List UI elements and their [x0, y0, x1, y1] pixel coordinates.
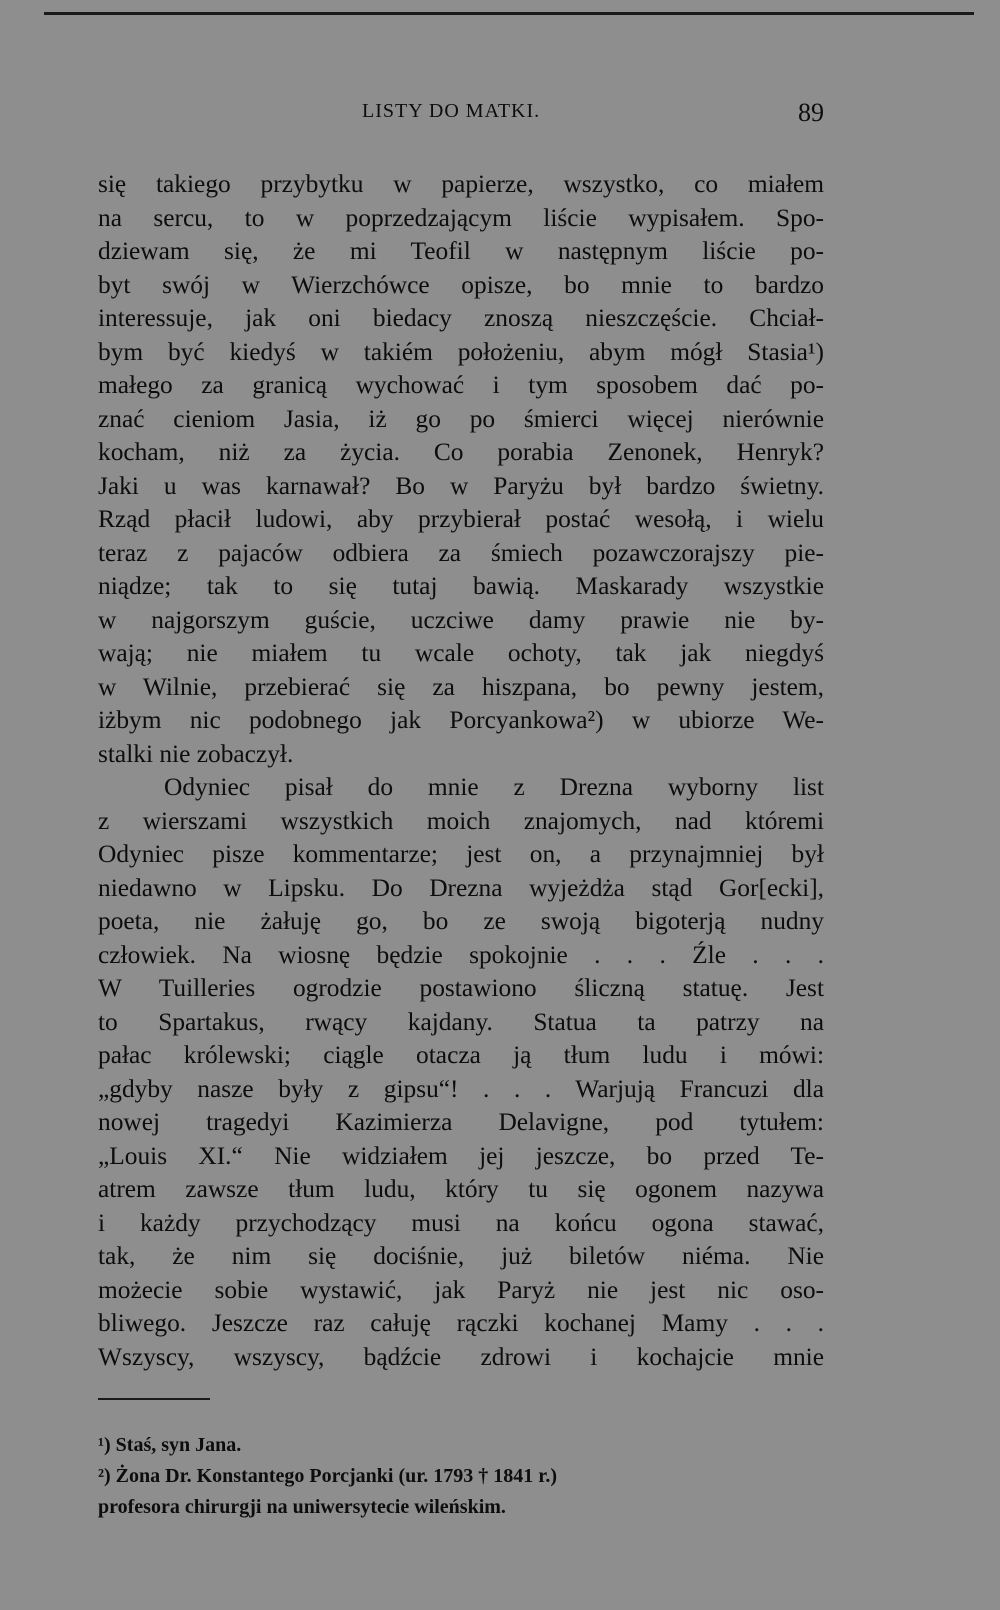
text-line: znać cieniom Jasia, iż go po śmierci więcej nierównie: [98, 404, 824, 433]
text-line: „Louis XI.“ Nie widziałem jej jeszcze, bo przed Te-: [98, 1141, 824, 1170]
text-line: poeta, nie żałuję go, bo ze swoją bigoterją nudny: [98, 907, 824, 935]
text-line: się takiego przybytku w papierze, wszystko, co miałem: [98, 170, 824, 198]
text-line: małego za granicą wychować i tym sposobem dać po-: [98, 371, 824, 399]
text-line: bym być kiedyś w takiém położeniu, abym mógł Stasia¹): [98, 337, 824, 366]
text-line: teraz z pajaców odbiera za śmiech pozawczorajszy pie-: [98, 538, 824, 567]
text-line: pałac królewski; ciągle otacza ją tłum ludu i mówi:: [98, 1041, 824, 1069]
text-line: Wszyscy, wszyscy, bądźcie zdrowi i kochajcie mnie: [98, 1342, 824, 1371]
page-number: 89: [798, 98, 824, 127]
text-line: kocham, niż za życia. Co porabia Zenonek, Henryk?: [98, 438, 824, 466]
text-line: dziewam się, że mi Teofil w następnym liście po-: [98, 237, 824, 265]
footnote-2: ²) Żona Dr. Konstantego Porcjanki (ur. 1793 † 1841 r.): [98, 1465, 557, 1487]
footnotes: [98, 1430, 828, 1523]
text-line: wają; nie miałem tu wcale ochoty, tak jak niegdyś: [98, 639, 824, 667]
body-text: [98, 168, 824, 1374]
text-line: atrem zawsze tłum ludu, który tu się ogonem nazywa: [98, 1175, 824, 1203]
text-line: interessuje, jak oni biedacy znoszą nieszczęście. Chciał-: [98, 304, 824, 332]
footnote-1: ¹) Staś, syn Jana.: [98, 1434, 242, 1456]
top-border-rule: [44, 12, 974, 15]
text-line: i każdy przychodzący musi na końcu ogona stawać,: [98, 1208, 824, 1237]
footnote-divider: [98, 1398, 210, 1400]
paragraph-2: [98, 771, 824, 1374]
text-line: iżbym nic podobnego jak Porcyankowa²) w ubiorze We-: [98, 706, 824, 734]
text-line: to Spartakus, rwący kajdany. Statua ta patrzy na: [98, 1007, 824, 1036]
text-line: W Tuilleries ogrodzie postawiono śliczną statuę. Jest: [98, 974, 824, 1002]
text-line: bliwego. Jeszcze raz całuję rączki kochanej Mamy . . .: [98, 1309, 824, 1337]
text-line: stalki nie zobaczył.: [98, 739, 294, 768]
text-line: w Wilnie, przebierać się za hiszpana, bo pewny jestem,: [98, 672, 824, 701]
text-line: Rząd płacił ludowi, aby przybierał postać wesołą, i wielu: [98, 505, 824, 533]
text-line: człowiek. Na wiosnę będzie spokojnie . . . Źle . . .: [98, 940, 824, 969]
text-line: „gdyby nasze były z gipsu“! . . . Warjują Francuzi dla: [98, 1074, 824, 1103]
text-line: Odyniec pisze kommentarze; jest on, a przynajmniej był: [98, 840, 824, 868]
text-line: Odyniec pisał do mnie z Drezna wyborny list: [164, 773, 824, 801]
text-line: w najgorszym guście, uczciwe damy prawie nie by-: [98, 605, 824, 634]
text-line: Jaki u was karnawał? Bo w Paryżu był bardzo świetny.: [98, 471, 824, 500]
text-line: niedawno w Lipsku. Do Drezna wyjeżdża stąd Gor[ecki],: [98, 873, 824, 902]
text-line: możecie sobie wystawić, jak Paryż nie jest nic oso-: [98, 1275, 824, 1304]
text-line: z wierszami wszystkich moich znajomych, nad któremi: [98, 806, 824, 835]
text-line: byt swój w Wierzchówce opisze, bo mnie to bardzo: [98, 270, 824, 299]
text-line: nowej tragedyi Kazimierza Delavigne, pod tytułem:: [98, 1108, 824, 1136]
running-header-title: LISTY DO MATKI.: [362, 100, 541, 122]
footnote-2-continuation: profesora chirurgji na uniwersytecie wileńskim.: [98, 1496, 506, 1518]
text-line: tak, że nim się dociśnie, już biletów niéma. Nie: [98, 1242, 824, 1270]
text-line: na sercu, to w poprzedzającym liście wypisałem. Spo-: [98, 203, 824, 232]
paragraph-1: [98, 168, 824, 771]
text-line: niądze; tak to się tutaj bawią. Maskarady wszystkie: [98, 572, 824, 600]
